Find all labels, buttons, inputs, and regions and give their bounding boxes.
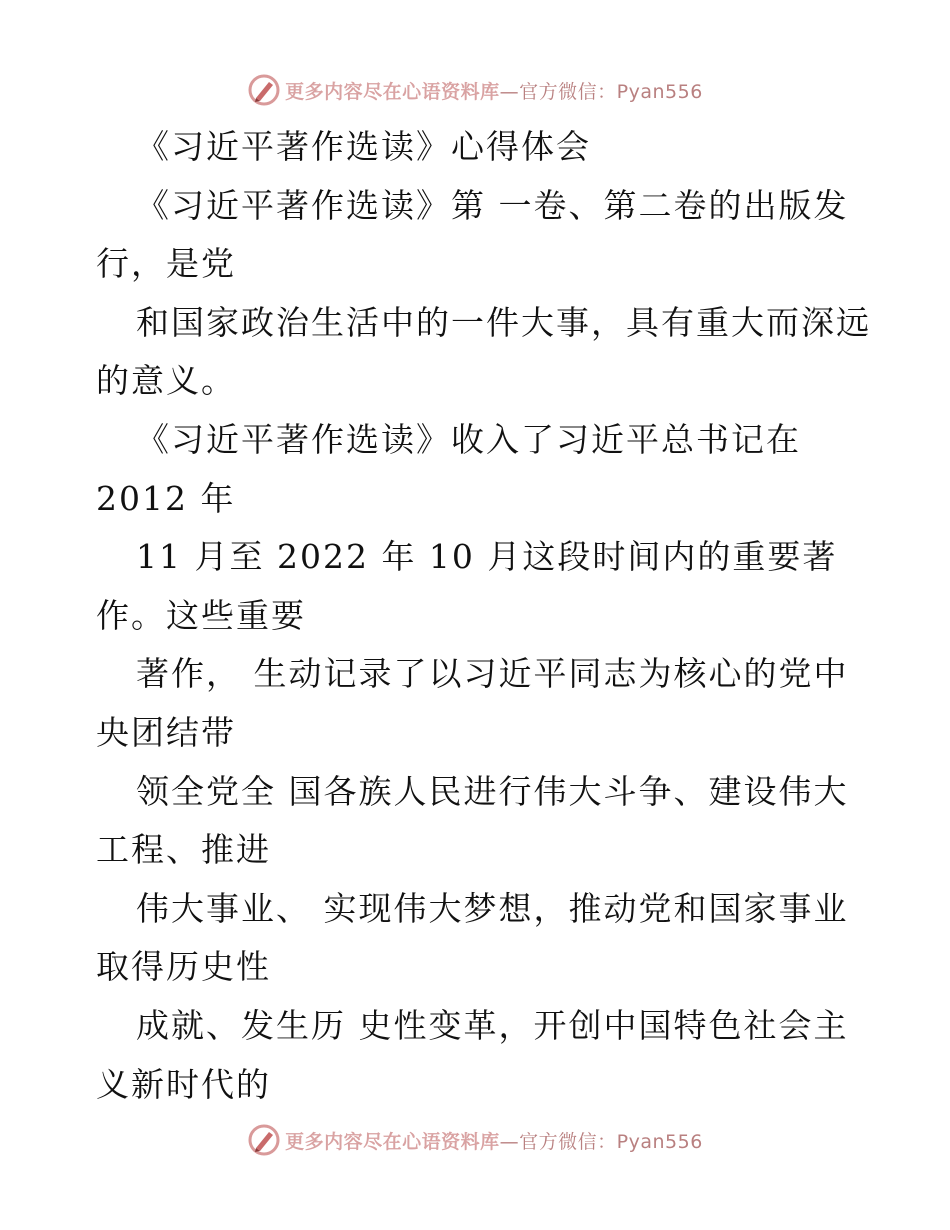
pen-logo-icon — [247, 1123, 281, 1157]
paragraph-line: 2012 年 — [96, 478, 236, 518]
paragraph-line: 领全党全 国各族人民进行伟大斗争、建设伟大 — [136, 771, 849, 811]
paragraph-line: 伟大事业、 实现伟大梦想，推动党和国家事业 — [136, 888, 849, 928]
paragraph-line: 的意义。 — [96, 361, 236, 401]
paragraph-line: 央团结带 — [96, 712, 236, 752]
footer-watermark-banner — [0, 1118, 950, 1162]
paragraph-line: 《习近平著作选读》第 一卷、第二卷的出版发 — [136, 185, 849, 225]
paragraph-line: 和国家政治生活中的一件大事，具有重大而深远 — [136, 302, 871, 342]
banner-text: 更多内容尽在心语资料库—官方微信：Pyan556 — [285, 80, 703, 103]
pen-logo-icon — [247, 73, 281, 107]
document-body — [96, 118, 871, 1114]
banner-text: 更多内容尽在心语资料库—官方微信：Pyan556 — [285, 1130, 703, 1153]
paragraph-line: 取得历史性 — [96, 947, 271, 987]
paragraph-line: 《习近平著作选读》收入了习近平总书记在 — [136, 419, 801, 459]
document-title: 《习近平著作选读》心得体会 — [136, 127, 591, 166]
paragraph-line: 义新时代的 — [96, 1064, 271, 1104]
paragraph-line: 著作， 生动记录了以习近平同志为核心的党中 — [136, 654, 849, 694]
paragraph-line: 11 月至 2022 年 10 月这段时间内的重要著 — [136, 537, 838, 577]
paragraph-line: 行，是党 — [96, 244, 236, 284]
paragraph-line: 成就、发生历 史性变革，开创中国特色社会主 — [136, 1005, 849, 1045]
paragraph-line: 工程、推进 — [96, 830, 271, 870]
header-watermark-banner — [0, 68, 950, 112]
paragraph-line: 作。这些重要 — [96, 595, 306, 635]
